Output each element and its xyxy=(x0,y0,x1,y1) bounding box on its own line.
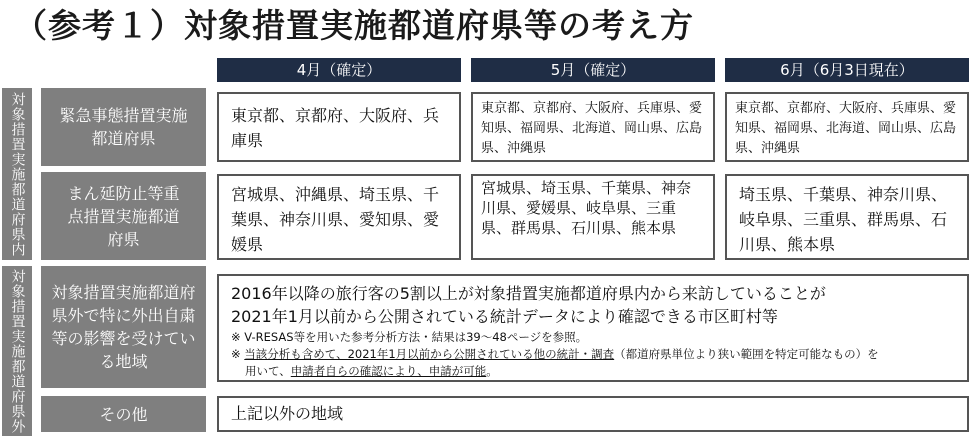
note-2-rest: （都道府県単位より狭い範囲を特定可能なもの）を xyxy=(614,347,879,361)
note-1-mark: ※ xyxy=(231,330,241,344)
row-label-other: その他 xyxy=(41,396,206,432)
outside-affected-note-2 xyxy=(231,346,955,363)
cell-priority-may: 宮城県、埼玉県、千葉県、神奈川県、愛媛県、岐阜県、三重県、群馬県、石川県、熊本県 xyxy=(471,174,715,260)
note-2-line-2-b: 。 xyxy=(486,364,498,378)
column-header-april: 4月（確定） xyxy=(217,58,461,82)
cell-outside-affected xyxy=(217,274,969,382)
note-2-line-2-a: 用いて、 xyxy=(245,364,291,378)
group-label-inside: 対象措置実施都道府県内 xyxy=(2,88,32,260)
cell-priority-june: 埼玉県、千葉県、神奈川県、岐阜県、三重県、群馬県、石川県、熊本県 xyxy=(725,174,969,260)
row-label-emergency xyxy=(41,88,206,166)
column-header-may: 5月（確定） xyxy=(471,58,715,82)
row-label-outside-affected xyxy=(41,266,206,388)
cell-priority-april: 宮城県、沖縄県、埼玉県、千葉県、神奈川県、愛知県、愛媛県 xyxy=(217,174,461,260)
group-label-outside: 対象措置実施都道府県外 xyxy=(2,266,32,436)
cell-emergency-may: 東京都、京都府、大阪府、兵庫県、愛知県、福岡県、北海道、岡山県、広島県、沖縄県 xyxy=(471,92,715,162)
row-label-outside-affected-text: 対象措置実施都道府県外で特に外出自粛等の影響を受けている地域 xyxy=(51,283,196,371)
outside-affected-note-2-line-2 xyxy=(231,363,955,380)
page-title: （参考１）対象措置実施都道府県等の考え方 xyxy=(14,6,694,45)
outside-affected-note-1 xyxy=(231,329,955,346)
note-2-mark: ※ xyxy=(231,347,241,361)
row-label-priority xyxy=(41,172,206,260)
cell-emergency-april: 東京都、京都府、大阪府、兵庫県 xyxy=(217,92,461,162)
column-header-june: 6月（6月3日現在） xyxy=(725,58,969,82)
cell-emergency-june: 東京都、京都府、大阪府、兵庫県、愛知県、福岡県、北海道、岡山県、広島県、沖縄県 xyxy=(725,92,969,162)
row-label-emergency-text: 緊急事態措置実施都道府県 xyxy=(59,106,188,148)
outside-affected-line-2: 2021年1月以前から公開されている統計データにより確認できる市区町村等 xyxy=(231,307,778,326)
note-1-text: V-RESAS等を用いた参考分析方法・結果は39～48ページを参照。 xyxy=(244,330,588,344)
cell-other: 上記以外の地域 xyxy=(217,396,969,432)
outside-affected-line-1: 2016年以降の旅行客の5割以上が対象措置実施都道府県内から来訪していることが xyxy=(231,284,826,303)
row-label-priority-text: まん延防止等重点措置実施都道府県 xyxy=(67,183,180,249)
note-2-underlined: 当該分析も含めて、2021年1月以前から公開されている他の統計・調査 xyxy=(244,347,615,361)
note-2-line-2-underlined: 申請者自らの確認により、申請が可能 xyxy=(290,364,487,378)
